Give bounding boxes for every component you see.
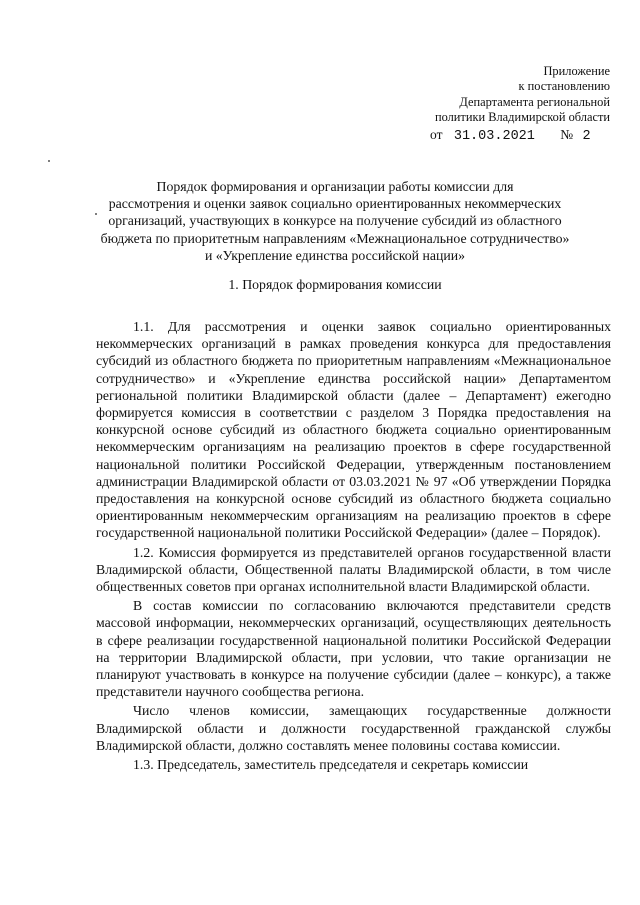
scan-speck	[48, 160, 50, 162]
document-date: 31.03.2021	[453, 128, 535, 144]
title-line: Порядок формирования и организации работы комиссии для	[156, 179, 514, 194]
title-line: рассмотрения и оценки заявок социально ориентированных некоммерческих	[108, 196, 562, 212]
document-title	[80, 178, 590, 264]
date-prefix: от	[430, 126, 443, 142]
section-heading: 1. Порядок формирования комиссии	[228, 277, 442, 292]
paragraph-member-count: Число членов комиссии, замещающих государственные должности Владимирской области и должности государственной гражданской службы Владимирской области, должно составлять менее половины состава комиссии.	[96, 703, 611, 753]
paragraph-1-3: 1.3. Председатель, заместитель председателя и секретарь комиссии	[133, 757, 529, 773]
appendix-line: Приложение	[543, 64, 610, 78]
appendix-line: к постановлению	[518, 79, 610, 94]
document-body	[96, 318, 611, 773]
number-prefix: №	[560, 126, 574, 142]
appendix-line: Департамента региональной	[459, 94, 610, 109]
title-line: организаций, участвующих в конкурсе на получение субсидий из областного	[108, 213, 562, 229]
paragraph-composition: В состав комиссии по согласованию включаются представители средств массовой информации, некоммерческих организаций, осуществляющих деятельность в сфере реализации государственной национальной политики Российской Федерации на территории Владимирской области, при условии, что такие организации не планируют участвовать в конкурсе на получение субсидии (далее – конкурс), а также представители научного сообщества региона.	[96, 598, 611, 700]
title-line: бюджета по приоритетным направлениям «Межнациональное сотрудничество»	[100, 230, 570, 246]
paragraph-1-2: 1.2. Комиссия формируется из представителей органов государственной власти Владимирской области, Общественной палаты Владимирской области, в том числе общественных советов при органах исполнительной власти Владимирской области.	[96, 544, 611, 595]
title-line: и «Укрепление единства российской нации»	[204, 247, 466, 263]
paragraph-1-1: 1.1. Для рассмотрения и оценки заявок социально ориентированных некоммерческих организаций в рамках проведения конкурса для предоставления субсидий из областного бюджета по приоритетным направлениям «Межнациональное сотрудничество» и «Укрепление единства российской нации» Департаментом региональной политики Владимирской области (далее – Департамент) ежегодно формируется комиссия в соответствии с разделом 3 Порядка предоставления на конкурсной основе субсидий из областного бюджета социально ориентированным некоммерческим организациям на реализацию проектов в сфере государственной национальной политики Российской Федерации, утвержденным постановлением администрации Владимирской области от 03.03.2021 № 97 «Об утверждении Порядка предоставления на конкурсной основе субсидий из областного бюджета социально ориентированным некоммерческим организациям на реализацию проектов в сфере государственной национальной политики Российской Федерации» (далее – Порядок).	[96, 319, 611, 541]
appendix-header	[390, 64, 610, 144]
appendix-line: политики Владимирской области	[434, 110, 610, 125]
appendix-date-row	[390, 127, 610, 144]
document-number: 2	[582, 128, 591, 144]
